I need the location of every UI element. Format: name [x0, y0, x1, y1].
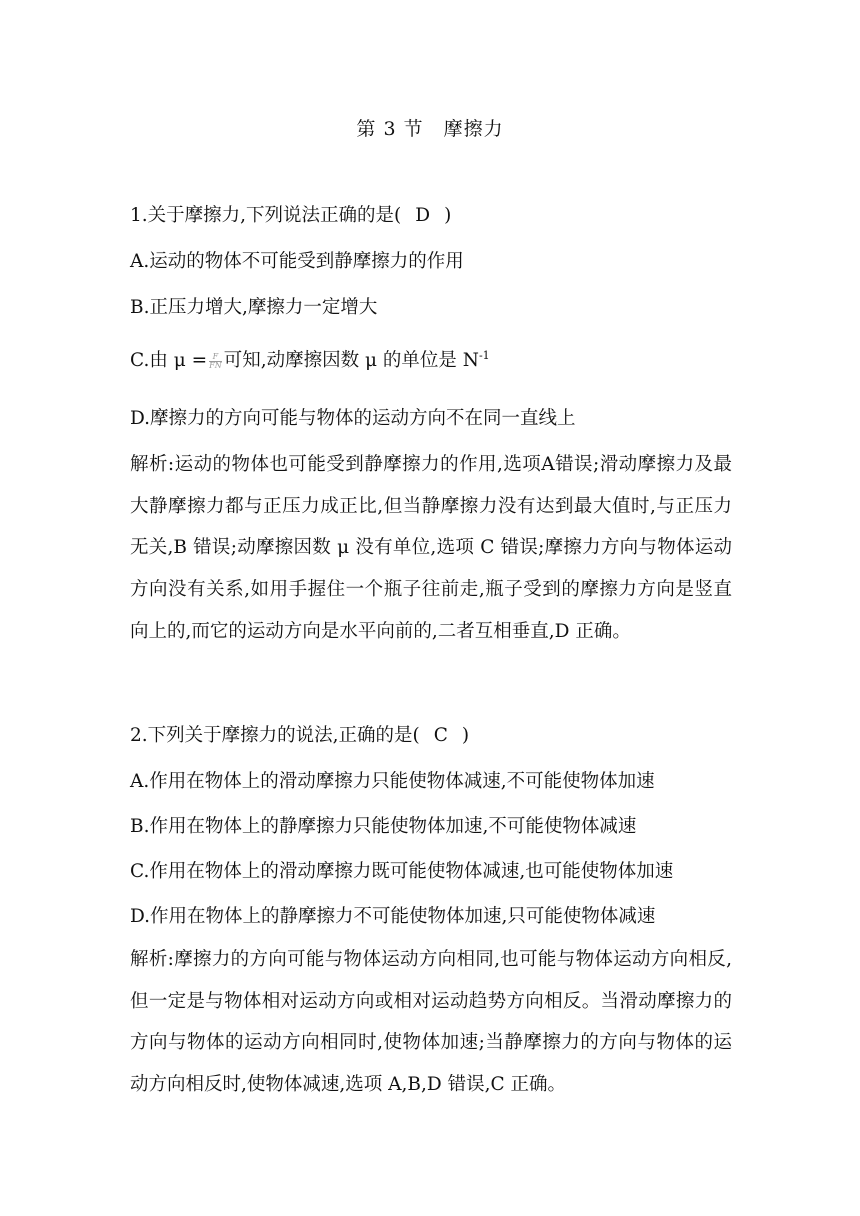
question-2-answer: C: [433, 725, 448, 746]
question-1-option-d: D.摩擦力的方向可能与物体的运动方向不在同一直线上: [130, 408, 576, 429]
question-1-option-b: B.正压力增大,摩擦力一定增大: [130, 297, 378, 318]
question-2-stem-close: ): [461, 725, 470, 746]
question-2-analysis: 解析:摩擦力的方向可能与物体运动方向相同,也可能与物体运动方向相反,但一定是与物体相对运动方向或相对运动趋势方向相反。当滑动摩擦力的方向与物体的运动方向相同时,使物体加速;当静摩擦力的方向与物体的运动方向相反时,使物体减速,选项 A,B,D 错误,C 正确。: [130, 949, 732, 1096]
question-1-stem: [130, 204, 740, 228]
question-1-stem-close: ): [444, 205, 452, 226]
unit-exponent: -1: [478, 349, 490, 362]
question-2-stem: [130, 724, 740, 748]
question-1-answer: D: [415, 205, 431, 226]
option-c-suffix: 可知,动摩擦因数 μ 的单位是 N: [223, 350, 479, 372]
question-1-option-a: A.运动的物体不可能受到静摩擦力的作用: [130, 251, 464, 272]
option-c-prefix: C.由 μ =: [130, 350, 208, 372]
question-2-stem-text: 2.下列关于摩擦力的说法,正确的是(: [130, 725, 420, 746]
fraction-numerator: F: [212, 351, 219, 361]
question-1-stem-text: 1.关于摩擦力,下列说法正确的是(: [130, 205, 402, 226]
page-title: 第 3 节 摩擦力: [356, 118, 504, 140]
question-2-option-a: A.作用在物体上的滑动摩擦力只能使物体减速,不可能使物体加速: [130, 771, 655, 792]
friction-formula-fraction: [209, 353, 222, 370]
question-2-option-d: D.作用在物体上的静摩擦力不可能使物体加速,只可能使物体减速: [130, 906, 656, 927]
question-2-option-c: C.作用在物体上的滑动摩擦力既可能使物体减速,也可能使物体加速: [130, 861, 674, 882]
question-2-option-b: B.作用在物体上的静摩擦力只能使物体加速,不可能使物体减速: [130, 816, 637, 837]
fraction-denominator: FN: [209, 360, 222, 370]
question-1-analysis: 解析:运动的物体也可能受到静摩擦力的作用,选项A错误;滑动摩擦力及最大静摩擦力都与正压力成正比,但当静摩擦力没有达到最大值时,与正压力无关,B 错误;动摩擦因数 μ 没有单位,选项 C 错误;摩擦力方向与物体运动方向没有关系,如用手握住一个瓶子往前走,瓶子受到的摩擦力方向是竖直向上的,而它的运动方向是水平向前的,二者互相垂直,D 正确。: [130, 454, 732, 642]
question-1-option-c: [130, 344, 740, 373]
